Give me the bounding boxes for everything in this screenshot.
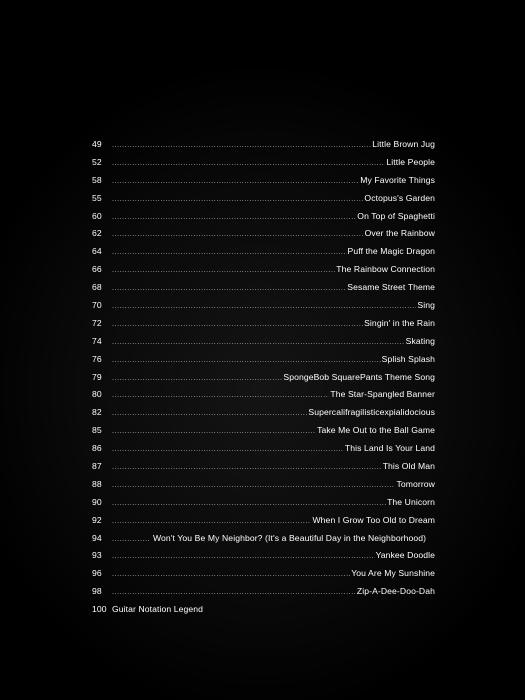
toc-song-title: Guitar Notation Legend	[112, 604, 204, 615]
toc-entry-splish-splash	[92, 354, 435, 372]
table-of-contents	[92, 139, 435, 622]
toc-entry-sesame-street-theme	[92, 282, 435, 300]
toc-dot-leader	[112, 214, 356, 221]
toc-song-title: When I Grow Too Old to Dream	[312, 514, 435, 525]
toc-page-number: 87	[92, 461, 102, 472]
toc-dot-leader	[112, 536, 150, 543]
toc-dot-leader	[112, 375, 282, 382]
toc-song-title: Zip-A-Dee-Doo-Dah	[356, 586, 435, 597]
toc-entry-guitar-notation-legend	[92, 604, 435, 622]
toc-dot-leader	[112, 249, 347, 256]
toc-page-number: 88	[92, 478, 102, 489]
toc-page-number: 49	[92, 139, 102, 149]
toc-song-title: Supercalifragilisticexpialidocious	[308, 407, 435, 418]
toc-page-number: 85	[92, 425, 102, 436]
toc-dot-leader	[112, 267, 335, 274]
toc-page-number: 58	[92, 174, 102, 185]
toc-page-number: 64	[92, 246, 102, 257]
toc-page-number: 74	[92, 335, 102, 346]
toc-entry-this-old-man	[92, 461, 435, 479]
toc-page-number: 96	[92, 568, 102, 579]
toc-song-title: Won't You Be My Neighbor? (It's a Beautiful Day in the Neighborhood)	[153, 532, 427, 543]
toc-entry-yankee-doodle	[92, 550, 435, 568]
toc-page-number: 70	[92, 300, 102, 311]
toc-dot-leader	[112, 482, 395, 489]
toc-page-number: 68	[92, 282, 102, 293]
toc-entry-over-the-rainbow	[92, 228, 435, 246]
toc-song-title: Little Brown Jug	[372, 139, 435, 149]
toc-song-title: Skating	[405, 335, 435, 346]
toc-page-number: 79	[92, 371, 102, 382]
toc-dot-leader	[112, 500, 386, 507]
toc-song-title: Over the Rainbow	[364, 228, 435, 239]
toc-entry-puff-the-magic-dragon	[92, 246, 435, 264]
toc-song-title: You Are My Sunshine	[351, 568, 435, 579]
toc-dot-leader	[112, 285, 346, 292]
toc-entry-zip-a-dee-doo-dah	[92, 586, 435, 604]
toc-entry-sing	[92, 300, 435, 318]
toc-entry-wont-you-be-my-neighbor	[92, 533, 435, 551]
toc-song-title: Puff the Magic Dragon	[347, 246, 435, 257]
toc-dot-leader	[112, 589, 356, 596]
toc-page-number: 55	[92, 192, 102, 203]
toc-song-title: Singin' in the Rain	[364, 317, 435, 328]
toc-dot-leader	[112, 303, 416, 310]
toc-page-number: 92	[92, 514, 102, 525]
toc-page-number: 80	[92, 389, 102, 400]
toc-page-number: 93	[92, 550, 102, 561]
toc-entry-little-brown-jug	[92, 139, 435, 157]
toc-song-title: Tomorrow	[396, 478, 435, 489]
toc-song-title: Yankee Doodle	[375, 550, 435, 561]
toc-page-number: 90	[92, 496, 102, 507]
toc-entry-spongebob-theme-song	[92, 372, 435, 390]
toc-page-number: 62	[92, 228, 102, 239]
toc-entry-star-spangled-banner	[92, 389, 435, 407]
toc-dot-leader	[112, 160, 385, 167]
toc-page-number: 98	[92, 586, 102, 597]
toc-song-title: SpongeBob SquarePants Theme Song	[283, 371, 435, 382]
toc-song-title: Sing	[417, 300, 435, 311]
toc-song-title: The Unicorn	[387, 496, 435, 507]
toc-entry-little-people	[92, 157, 435, 175]
toc-entry-you-are-my-sunshine	[92, 568, 435, 586]
toc-entry-the-rainbow-connection	[92, 264, 435, 282]
toc-song-title: This Land Is Your Land	[344, 443, 435, 454]
toc-song-title: Octopus's Garden	[364, 192, 435, 203]
toc-dot-leader	[112, 178, 359, 185]
toc-song-title: My Favorite Things	[360, 174, 435, 185]
toc-dot-leader	[112, 464, 382, 471]
toc-page-number: 100	[92, 604, 107, 615]
toc-page-number: 60	[92, 210, 102, 221]
toc-entry-this-land-is-your-land	[92, 443, 435, 461]
toc-dot-leader	[112, 321, 363, 328]
toc-dot-leader	[112, 410, 307, 417]
toc-dot-leader	[112, 428, 316, 435]
toc-entry-supercalifragilisticexpialidocious	[92, 407, 435, 425]
toc-page-number: 82	[92, 407, 102, 418]
toc-page-number: 76	[92, 353, 102, 364]
toc-entry-take-me-out-to-the-ball-game	[92, 425, 435, 443]
toc-song-title: Splish Splash	[381, 353, 435, 364]
toc-page-number: 66	[92, 264, 102, 275]
toc-entry-skating	[92, 336, 435, 354]
toc-dot-leader	[112, 357, 381, 364]
toc-entry-when-i-grow-too-old-to-dream	[92, 515, 435, 533]
toc-dot-leader	[112, 518, 311, 525]
toc-page-number: 86	[92, 443, 102, 454]
toc-dot-leader	[112, 553, 375, 560]
toc-page-number: 52	[92, 156, 102, 167]
toc-song-title: Little People	[386, 156, 435, 167]
toc-entry-on-top-of-spaghetti	[92, 211, 435, 229]
toc-song-title: On Top of Spaghetti	[357, 210, 435, 221]
toc-dot-leader	[112, 142, 371, 149]
toc-page-number: 72	[92, 317, 102, 328]
toc-entry-singin-in-the-rain	[92, 318, 435, 336]
toc-song-title: Take Me Out to the Ball Game	[317, 425, 435, 436]
toc-song-title: The Rainbow Connection	[336, 264, 435, 275]
toc-entry-octopuss-garden	[92, 193, 435, 211]
toc-dot-leader	[112, 196, 363, 203]
toc-page-number: 94	[92, 532, 102, 543]
toc-song-title: Sesame Street Theme	[347, 282, 435, 293]
toc-entry-tomorrow	[92, 479, 435, 497]
toc-dot-leader	[112, 339, 405, 346]
toc-dot-leader	[112, 231, 364, 238]
toc-song-title: This Old Man	[382, 461, 435, 472]
toc-song-title: The Star-Spangled Banner	[330, 389, 435, 400]
toc-dot-leader	[112, 392, 329, 399]
toc-entry-the-unicorn	[92, 497, 435, 515]
toc-dot-leader	[112, 571, 350, 578]
toc-dot-leader	[112, 446, 344, 453]
toc-entry-my-favorite-things	[92, 175, 435, 193]
